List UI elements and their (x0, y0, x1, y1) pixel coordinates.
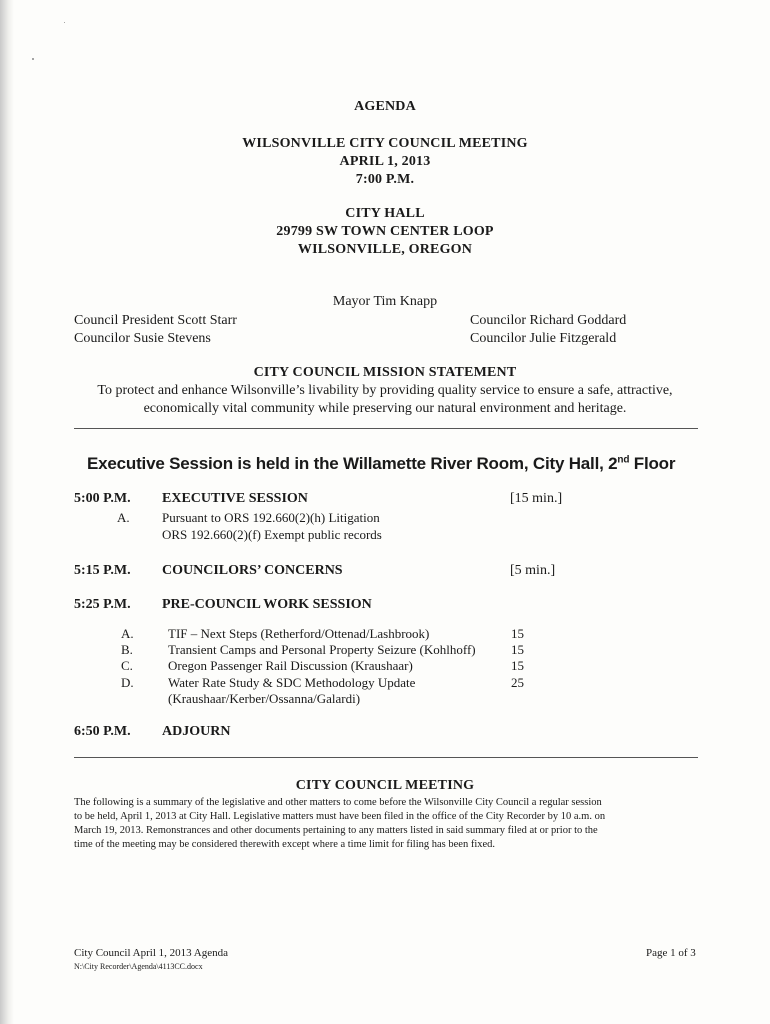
meeting-summary-paragraph (74, 796, 699, 852)
banner-text: Executive Session is held in the Willamette River Room, City Hall, 2 (87, 454, 618, 473)
venue-address: 29799 SW TOWN CENTER LOOP (276, 224, 494, 239)
work-item-minutes: 15 (511, 642, 524, 657)
meeting-section-title: CITY COUNCIL MEETING (295, 778, 475, 793)
executive-session-banner (87, 454, 675, 474)
exec-sub-line-2: ORS 192.660(2)(f) Exempt public records (162, 527, 382, 542)
paragraph-line: The following is a summary of the legislative and other matters to come before the Wilsonville City Council a regular session (74, 797, 602, 808)
mission-title: CITY COUNCIL MISSION STATEMENT (253, 365, 517, 380)
venue-city: WILSONVILLE, OREGON (297, 242, 473, 257)
work-item-letter: C. (121, 658, 133, 673)
exec-sub-line-1: Pursuant to ORS 192.660(2)(h) Litigation (162, 510, 380, 525)
divider (74, 428, 698, 429)
adjourn-title: ADJOURN (162, 724, 231, 739)
exec-time: 5:00 P.M. (74, 491, 131, 506)
exec-title: EXECUTIVE SESSION (162, 491, 308, 506)
footer-page-number: Page 1 of 3 (646, 947, 696, 959)
meeting-date: APRIL 1, 2013 (339, 154, 431, 169)
work-time: 5:25 P.M. (74, 597, 131, 612)
banner-ordinal: nd (617, 454, 630, 466)
councilor-left-2: Councilor Susie Stevens (74, 331, 211, 346)
exec-duration: [15 min.] (510, 491, 563, 506)
work-item-d-presenters: (Kraushaar/Kerber/Ossanna/Galardi) (168, 691, 361, 706)
divider (74, 757, 698, 758)
work-item-text: Oregon Passenger Rail Discussion (Kraushaar) (168, 658, 413, 673)
councilor-right-2: Councilor Julie Fitzgerald (470, 331, 617, 346)
concerns-title: COUNCILORS’ CONCERNS (162, 563, 343, 578)
councilor-right-1: Councilor Richard Goddard (470, 313, 627, 328)
work-item-letter: A. (121, 626, 134, 641)
mission-line-2: economically vital community while preserving our natural environment and heritage. (143, 401, 627, 416)
adjourn-time: 6:50 P.M. (74, 724, 131, 739)
work-item-text: Water Rate Study & SDC Methodology Update (168, 675, 416, 690)
work-item-minutes: 25 (511, 675, 524, 690)
work-item-letter: D. (121, 675, 134, 690)
work-item-minutes: 15 (511, 626, 524, 641)
council-president: Council President Scott Starr (74, 313, 237, 328)
mission-line-1: To protect and enhance Wilsonville’s livability by providing quality service to ensure a safe, attractive, (97, 383, 673, 398)
agenda-heading: AGENDA (354, 99, 416, 114)
paragraph-line: time of the meeting may be considered therewith except where a time limit for filing has been fixed. (74, 839, 496, 850)
paragraph-line: to be held, April 1, 2013 at City Hall. Legislative matters must have been filed in the office of the City Recorder by 10 a.m. on (74, 811, 606, 822)
footer-title: City Council April 1, 2013 Agenda (74, 947, 228, 959)
concerns-time: 5:15 P.M. (74, 563, 131, 578)
venue-name: CITY HALL (345, 206, 425, 221)
work-item-text: TIF – Next Steps (Retherford/Ottenad/Lashbrook) (168, 626, 430, 641)
work-title: PRE-COUNCIL WORK SESSION (162, 597, 372, 612)
meeting-time: 7:00 P.M. (355, 172, 415, 187)
paragraph-line: March 19, 2013. Remonstrances and other documents pertaining to any matters listed in said summary filed at or prior to the (74, 825, 598, 836)
exec-sub-letter: A. (117, 510, 130, 525)
footer-file-path: N:\City Recorder\Agenda\4113CC.docx (74, 962, 203, 971)
work-item-text: Transient Camps and Personal Property Seizure (Kohlhoff) (168, 642, 476, 657)
work-item-letter: B. (121, 642, 133, 657)
meeting-title: WILSONVILLE CITY COUNCIL MEETING (242, 136, 528, 151)
scan-speck (64, 22, 65, 23)
concerns-duration: [5 min.] (510, 563, 556, 578)
scan-speck (32, 58, 34, 60)
work-item-minutes: 15 (511, 658, 524, 673)
mayor-name: Mayor Tim Knapp (332, 294, 438, 309)
banner-tail: Floor (629, 454, 676, 473)
